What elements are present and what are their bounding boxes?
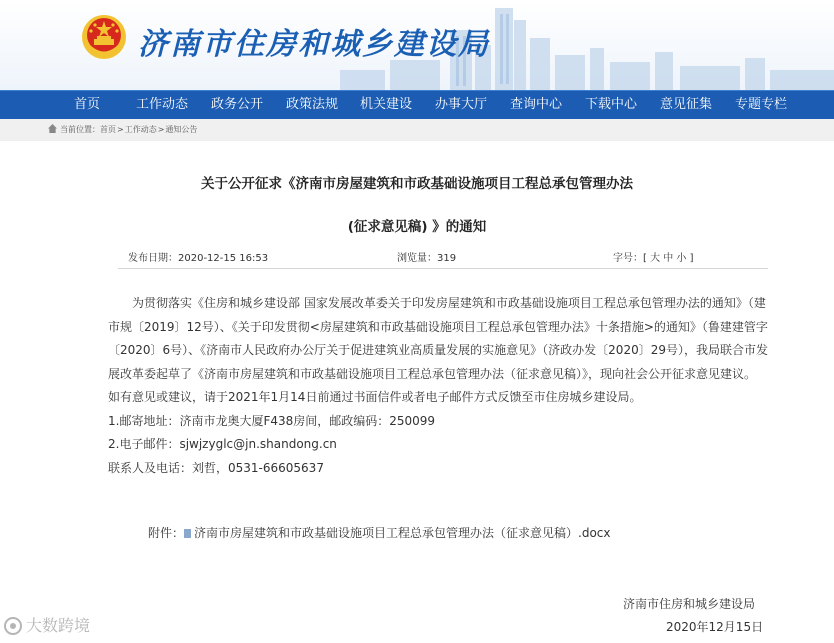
- nav-item-home[interactable]: 首页: [73, 97, 101, 112]
- nav-item-download-center[interactable]: 下载中心: [584, 97, 638, 112]
- nav-item-opinion-collection[interactable]: 意见征集: [659, 97, 713, 112]
- nav-item-policy[interactable]: 政策法规: [285, 97, 339, 112]
- attachment: [148, 524, 611, 541]
- publish-date: [128, 249, 268, 264]
- body-paragraph: 为贯彻落实《住房和城乡建设部 国家发展改革委关于印发房屋建筑和市政基础设施项目工程总承包管理办法的通知》（建市规〔2019〕12号）、《关于印发贯彻<房屋建筑和市政基础设施项目工程总承包管理办法》十条措施>的通知》（鲁建建管字〔2020〕6号）、《济南市人民政府办公厅关于促进建筑业高质量发展的实施意见》（济政办发〔2020〕29号），我局联合市发展改革委起草了《济南市房屋建筑和市政基础设施项目工程总承包管理办法（征求意见稿）》，现向社会公开征求意见建议。: [108, 296, 768, 381]
- breadcrumb: [48, 119, 197, 141]
- nav-item-special-topics[interactable]: 专题专栏: [734, 97, 788, 112]
- font-size-options[interactable]: [ 大 中 小 ]: [643, 253, 694, 264]
- body-paragraph: 1.邮寄地址：济南市龙奥大厦F438房间，邮政编码：250099: [108, 413, 436, 428]
- body-paragraph: 联系人及电话：刘哲，0531-66605637: [108, 460, 324, 475]
- body-paragraph: 如有意见或建议，请于2021年1月14日前通过书面信件或者电子邮件方式反馈至市住房城乡建设局。: [108, 390, 642, 404]
- site-header: [0, 0, 834, 90]
- home-icon: [48, 124, 57, 133]
- attachment-link[interactable]: 济南市房屋建筑和市政基础设施项目工程总承包管理办法（征求意见稿）.docx: [194, 526, 611, 540]
- view-count-label: 浏览量：: [397, 253, 437, 264]
- article-title-line2: (征求意见稿) 》的通知: [347, 219, 487, 235]
- nav-item-work-news[interactable]: 工作动态: [135, 97, 189, 112]
- view-count-value: 319: [437, 253, 457, 264]
- breadcrumb-label: 当前位置：: [60, 125, 100, 134]
- national-emblem-logo: [80, 13, 128, 61]
- font-size-label: 字号：: [613, 253, 643, 264]
- file-icon: [184, 529, 191, 538]
- site-title[interactable]: 济南市住房和城乡建设局: [138, 27, 490, 62]
- nav-item-org-building[interactable]: 机关建设: [359, 97, 413, 112]
- body-paragraph: 2.电子邮件：sjwjzyglc@jn.shandong.cn: [108, 437, 337, 451]
- nav-item-service-hall[interactable]: 办事大厅: [434, 97, 488, 112]
- publish-date-value: 2020-12-15 16:53: [178, 253, 269, 264]
- publish-date-label: 发布日期：: [128, 253, 178, 264]
- article-title-line1: 关于公开征求《济南市房屋建筑和市政基础设施项目工程总承包管理办法: [201, 176, 633, 192]
- breadcrumb-separator: >: [157, 125, 165, 134]
- breadcrumb-separator: >: [117, 125, 124, 134]
- breadcrumb-notice-link[interactable]: 通知公告: [165, 125, 198, 134]
- attachment-label: 附件：: [148, 526, 185, 540]
- nav-item-gov-info[interactable]: 政务公开: [210, 97, 264, 112]
- view-count: [397, 249, 456, 264]
- signature-org: 济南市住房和城乡建设局: [623, 597, 756, 611]
- main-nav: [0, 90, 834, 119]
- signature-date: 2020年12月15日: [666, 620, 764, 634]
- breadcrumb-work-news-link[interactable]: 工作动态: [124, 125, 157, 134]
- breadcrumb-home-link[interactable]: 首页: [100, 125, 116, 134]
- article-body: [108, 292, 770, 480]
- font-size-selector: [613, 249, 694, 264]
- watermark-logo-icon: [3, 616, 23, 636]
- nav-item-query-center[interactable]: 查询中心: [509, 97, 563, 112]
- meta-divider: [118, 268, 768, 269]
- breadcrumb-bar: [0, 119, 834, 141]
- watermark-text: 大数跨境: [26, 616, 91, 635]
- watermark: [3, 613, 90, 639]
